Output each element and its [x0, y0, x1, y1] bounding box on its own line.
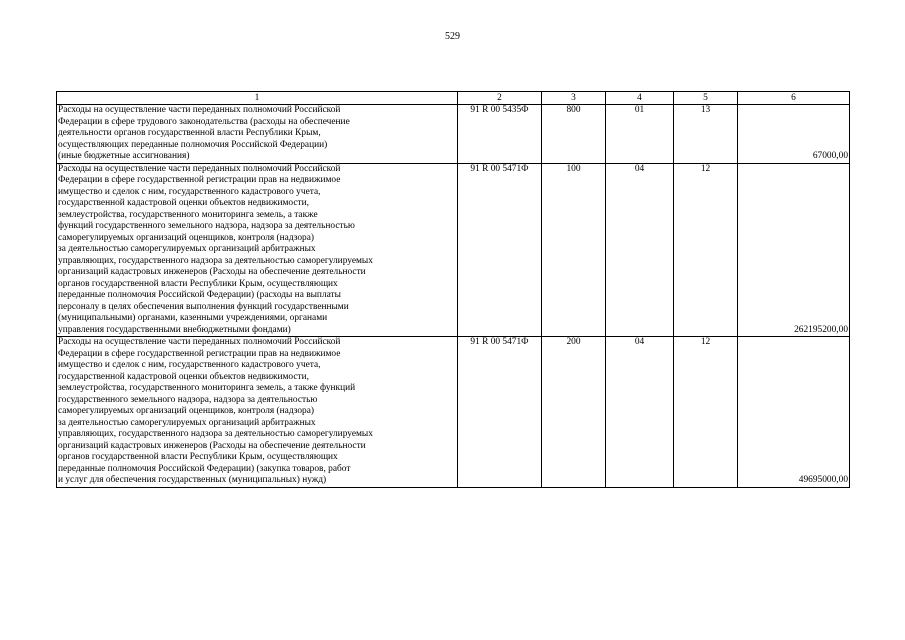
description-line: Расходы на осуществление части переданных полномочий Российской [58, 337, 341, 347]
description-line: саморегулируемых организаций оценщиков, контроля (надзора) [58, 406, 315, 416]
row-expense-type: 800 [542, 105, 606, 164]
column-header-2: 2 [458, 92, 542, 105]
column-header-3: 3 [542, 92, 606, 105]
row-description [57, 105, 458, 164]
description-line: организаций кадастровых инженеров (Расходы на обеспечение деятельности [58, 267, 366, 277]
row-target-code: 91 R 00 5435Ф [458, 105, 542, 164]
description-line: имущество и сделок с ним, государственного кадастрового учета, [58, 360, 321, 370]
description-line: государственного земельного надзора, надзора за деятельностью [58, 394, 318, 405]
description-line: персоналу в целях обеспечения выполнения функций государственными [58, 301, 349, 312]
description-line: управления государственными внебюджетными фондами) [58, 324, 291, 335]
row-subsection: 13 [674, 105, 738, 164]
description-line: государственной кадастровой оценки объектов недвижимости, [58, 198, 309, 208]
description-line: переданные полномочия Российской Федерации) (закупка товаров, работ [58, 463, 351, 474]
description-line: переданные полномочия Российской Федерации) (расходы на выплаты [58, 290, 341, 300]
description-line: Расходы на осуществление части переданных полномочий Российской [58, 163, 341, 174]
table-row [57, 337, 850, 488]
description-line: Федерации в сфере трудового законодательства (расходы на обеспечение [58, 116, 350, 127]
table-row [57, 163, 850, 337]
description-line: за деятельностью саморегулируемых организаций арбитражных [58, 417, 316, 428]
description-line: органов государственной власти Республики Крым, осуществляющих [58, 278, 338, 289]
row-section: 04 [606, 337, 674, 488]
row-subsection: 12 [674, 337, 738, 488]
table-row [57, 105, 850, 164]
description-line: землеустройства, государственного мониторинга земель, а также [58, 209, 318, 220]
row-target-code: 91 R 00 5471Ф [458, 163, 542, 337]
description-line: Федерации в сфере государственной регистрации прав на недвижимое [58, 348, 341, 359]
description-line: деятельности органов государственной власти Республики Крым, [58, 128, 321, 138]
page-number: 529 [445, 31, 460, 42]
row-expense-type: 200 [542, 337, 606, 488]
row-amount: 49695000,00 [738, 337, 850, 488]
description-line: саморегулируемых организаций оценщиков, контроля (надзора) [58, 232, 315, 243]
description-line: (иные бюджетные ассигнования) [58, 151, 190, 161]
row-section: 04 [606, 163, 674, 337]
column-header-4: 4 [606, 92, 674, 105]
description-line: функций государственного земельного надзора, надзора за деятельностью [58, 221, 355, 231]
description-line: управляющих, государственного надзора за деятельностью саморегулируемых [58, 255, 373, 266]
description-line: Расходы на осуществление части переданных полномочий Российской [58, 105, 341, 115]
description-line: государственной кадастровой оценки объектов недвижимости, [58, 371, 309, 382]
description-line: землеустройства, государственного мониторинга земель, а также функций [58, 383, 356, 393]
table-header-row [57, 92, 850, 105]
row-expense-type: 100 [542, 163, 606, 337]
description-line: организаций кадастровых инженеров (Расходы на обеспечение деятельности [58, 440, 366, 451]
row-amount: 262195200,00 [738, 163, 850, 337]
row-subsection: 12 [674, 163, 738, 337]
column-header-6: 6 [738, 92, 850, 105]
description-line: органов государственной власти Республики Крым, осуществляющих [58, 452, 338, 462]
budget-table [56, 91, 850, 488]
description-line: и услуг для обеспечения государственных (муниципальных) нужд) [58, 475, 327, 485]
description-line: Федерации в сфере государственной регистрации прав на недвижимое [58, 175, 341, 185]
row-amount: 67000,00 [738, 105, 850, 164]
description-line: осуществляющих переданные полномочия Российской Федерации) [58, 139, 328, 150]
description-line: за деятельностью саморегулируемых организаций арбитражных [58, 244, 316, 254]
row-target-code: 91 R 00 5471Ф [458, 337, 542, 488]
description-line: имущество и сделок с ним, государственного кадастрового учета, [58, 186, 321, 197]
row-section: 01 [606, 105, 674, 164]
row-description [57, 163, 458, 337]
column-header-1: 1 [57, 92, 458, 105]
description-line: (муниципальными) органами, казенными учреждениями, органами [58, 313, 328, 323]
row-description [57, 337, 458, 488]
column-header-5: 5 [674, 92, 738, 105]
description-line: управляющих, государственного надзора за деятельностью саморегулируемых [58, 429, 373, 439]
